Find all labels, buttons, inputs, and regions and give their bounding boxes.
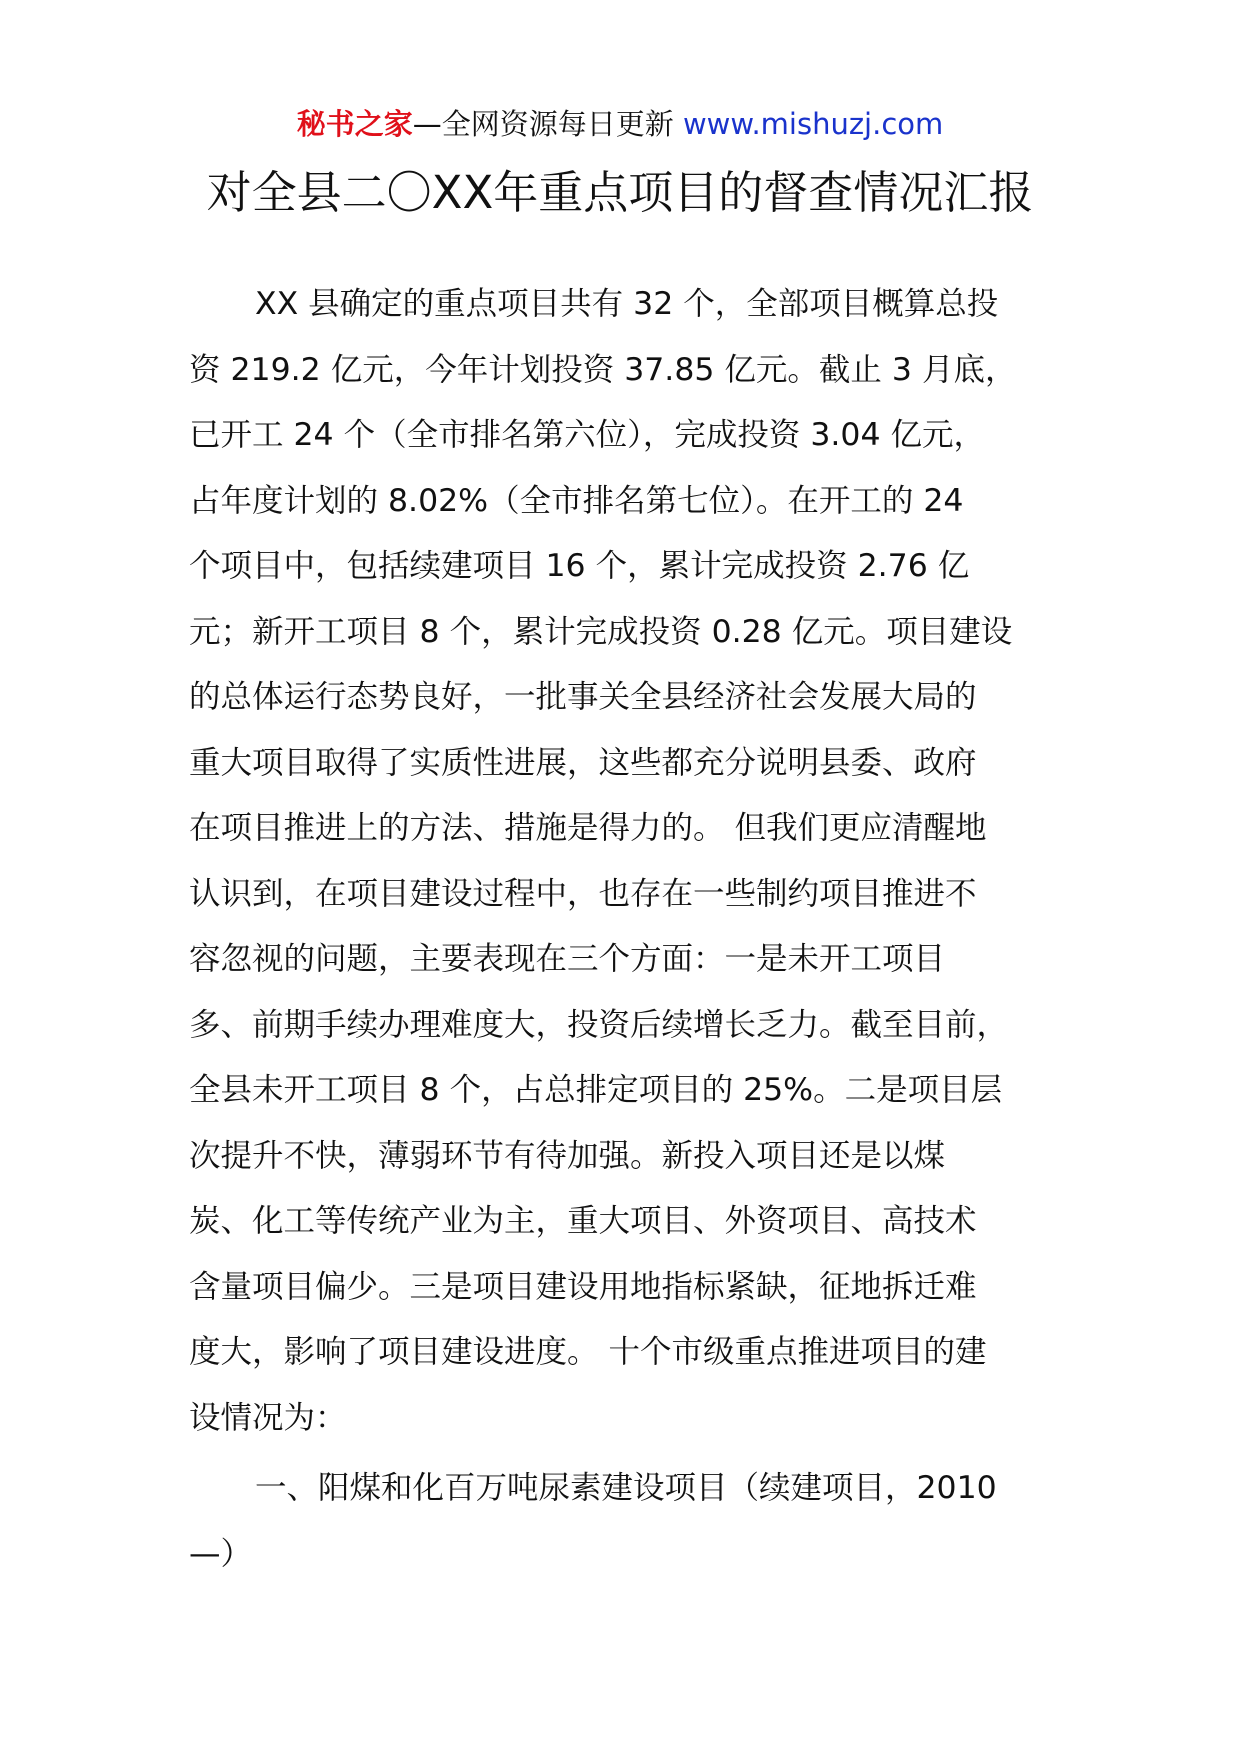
paragraph-line: XX 县确定的重点项目共有 32 个，全部项目概算总投: [255, 286, 999, 322]
paragraph-line: 含量项目偏少。三是项目建设用地指标紧缺，征地拆迁难: [189, 1268, 977, 1305]
site-header: [0, 102, 1240, 146]
paragraph-line: 占年度计划的 8.02%（全市排名第七位）。在开工的 24: [189, 482, 964, 519]
site-url-link[interactable]: www.mishuzj.com: [682, 107, 944, 141]
site-tagline: —全网资源每日更新: [412, 107, 674, 141]
paragraph-line: 认识到，在项目建设过程中，也存在一些制约项目推进不: [189, 875, 977, 912]
paragraph-line: 重大项目取得了实质性进展，这些都充分说明县委、政府: [189, 744, 977, 781]
document-title: 对全县二〇XX年重点项目的督查情况汇报: [206, 166, 1034, 219]
paragraph-line: 全县未开工项目 8 个，占总排定项目的 25%。二是项目层: [189, 1072, 1003, 1108]
paragraph-line: 炭、化工等传统产业为主，重大项目、外资项目、高技术: [189, 1203, 977, 1239]
body-paragraph: [189, 272, 1059, 1451]
brand-name: 秘书之家: [296, 107, 413, 141]
paragraph-line: 设情况为：: [189, 1399, 347, 1436]
paragraph-line: 在项目推进上的方法、措施是得力的。 但我们更应清醒地: [189, 810, 987, 846]
paragraph-line: 容忽视的问题，主要表现在三个方面：一是未开工项目: [189, 941, 946, 977]
section-heading-line: —）: [189, 1535, 253, 1572]
paragraph-line: 个项目中，包括续建项目 16 个，累计完成投资 2.76 亿: [189, 548, 970, 584]
paragraph-line: 次提升不快，薄弱环节有待加强。新投入项目还是以煤: [189, 1137, 946, 1174]
paragraph-line: 多、前期手续办理难度大，投资后续增长乏力。截至目前，: [189, 1006, 1009, 1043]
section-heading-line: 一、阳煤和化百万吨尿素建设项目（续建项目，2010: [255, 1470, 997, 1506]
section-heading: [189, 1456, 1069, 1587]
paragraph-line: 度大，影响了项目建设进度。 十个市级重点推进项目的建: [189, 1334, 987, 1370]
paragraph-line: 资 219.2 亿元，今年计划投资 37.85 亿元。截止 3 月底，: [189, 351, 1017, 388]
paragraph-line: 已开工 24 个（全市排名第六位），完成投资 3.04 亿元，: [189, 417, 986, 453]
paragraph-line: 的总体运行态势良好，一批事关全县经济社会发展大局的: [189, 679, 977, 715]
paragraph-line: 元；新开工项目 8 个，累计完成投资 0.28 亿元。项目建设: [189, 613, 1013, 650]
